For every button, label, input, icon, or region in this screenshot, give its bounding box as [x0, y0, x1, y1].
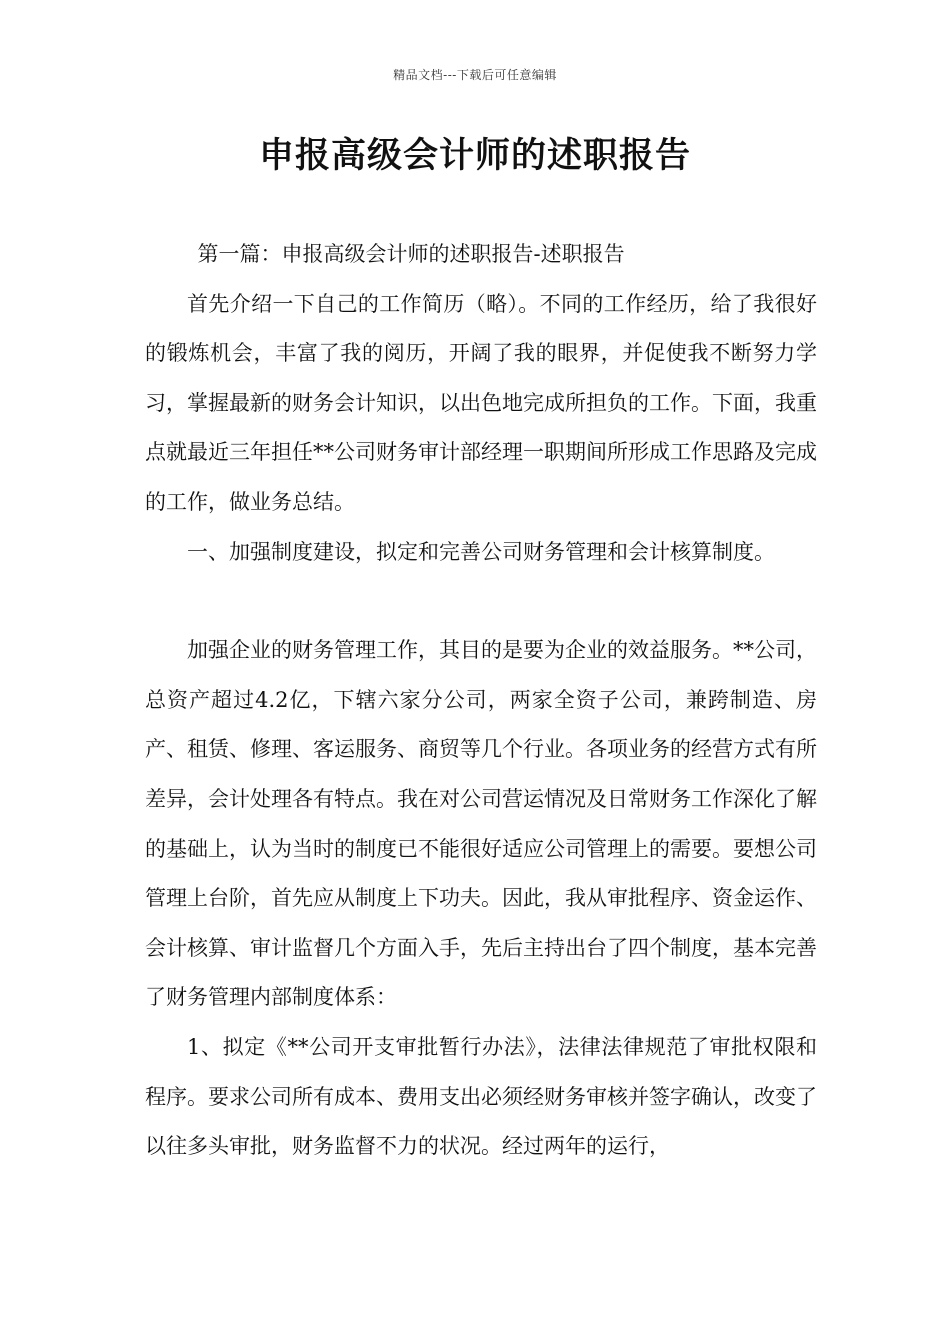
paragraph-item-1: 1、拟定《**公司开支审批暂行办法》，法律法律规范了审批权限和程序。要求公司所有成本、费用支出必须经财务审核并签字确认，改变了以往多头审批，财务监督不力的状况。经过两年的运行， [145, 1034, 817, 1159]
document-body [145, 230, 817, 1172]
header-note: 精品文档---下载后可任意编辑 [393, 68, 557, 82]
paragraph-section1-body: 加强企业的财务管理工作，其目的是要为企业的效益服务。**公司，总资产超过4.2亿，下辖六家分公司，两家全资子公司，兼跨制造、房产、租赁、修理、客运服务、商贸等几个行业。各项业务的经营方式有所差异，会计处理各有特点。我在对公司营运情况及日常财务工作深化了解的基础上，认为当时的制度已不能很好适应公司管理上的需要。要想公司管理上台阶，首先应从制度上下功夫。因此，我从审批程序、资金运作、会计核算、审计监督几个方面入手，先后主持出台了四个制度，基本完善了财务管理内部制度体系： [145, 638, 817, 1010]
subheading: 第一篇：申报高级会计师的述职报告-述职报告 [197, 242, 625, 266]
document-title: 申报高级会计师的述职报告 [258, 136, 691, 176]
paragraph-spacer [145, 577, 817, 626]
section-heading-1: 一、加强制度建设，拟定和完善公司财务管理和会计核算制度。 [187, 539, 775, 564]
paragraph-intro: 首先介绍一下自己的工作简历（略）。不同的工作经历，给了我很好的锻炼机会，丰富了我的阅历，开阔了我的眼界，并促使我不断努力学习，掌握最新的财务会计知识，以出色地完成所担负的工作。下面，我重点就最近三年担任**公司财务审计部经理一职期间所形成工作思路及完成的工作，做业务总结。 [145, 291, 817, 514]
